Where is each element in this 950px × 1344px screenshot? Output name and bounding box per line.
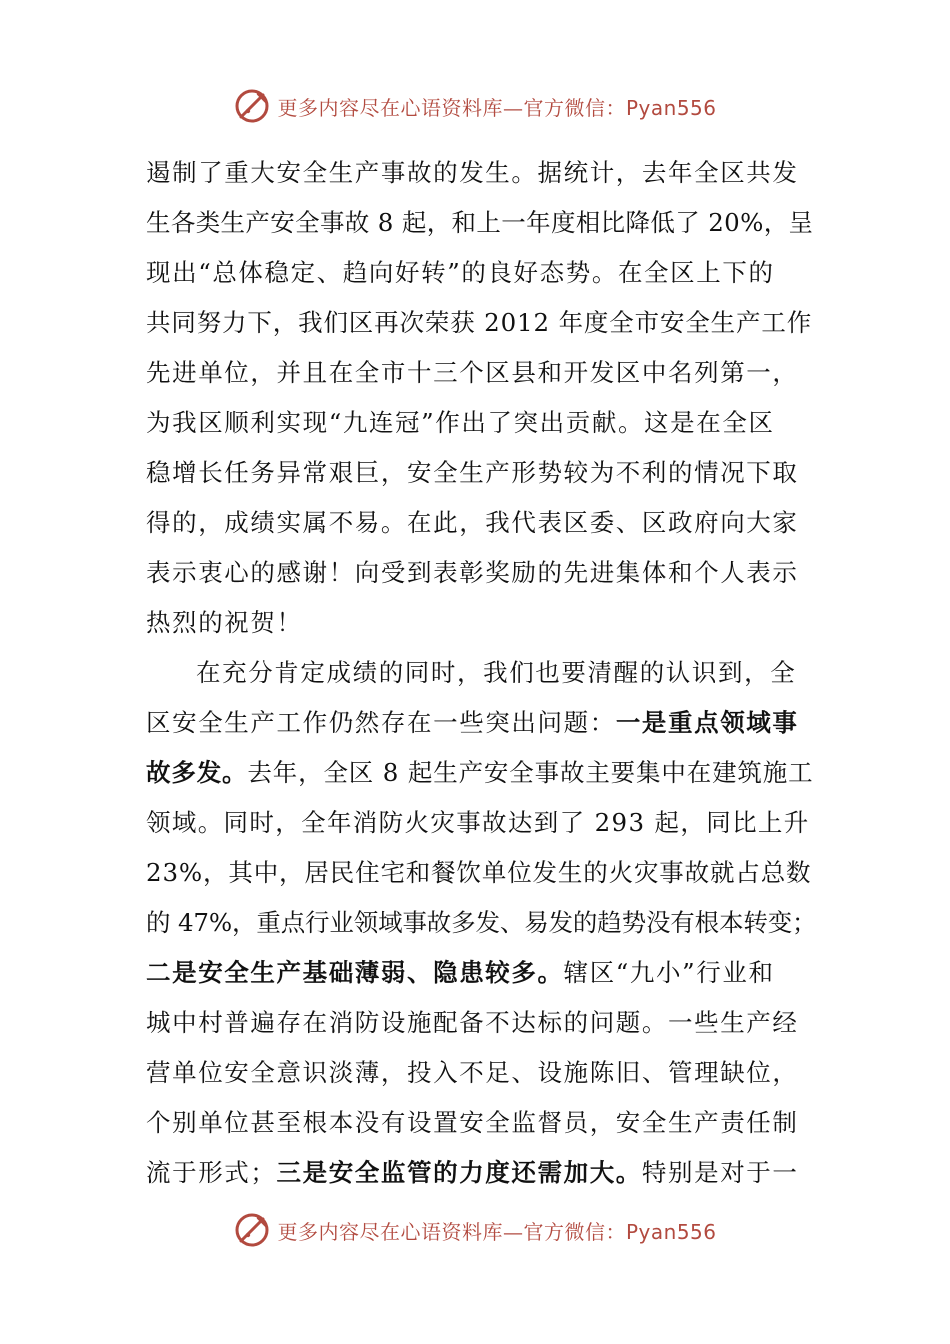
text-run: 在充分肯定成绩的同时，我们也要清醒的认识到，全 (196, 658, 797, 687)
header-watermark (0, 84, 950, 128)
text-run: 去年，全区 8 起生产安全事故主要集中在建筑施工 (247, 758, 814, 787)
text-run: 生各类生产安全事故 8 起，和上一年度相比降低了 20%，呈 (146, 208, 814, 237)
watermark-text: 更多内容尽在心语资料库—官方微信：Pyan556 (277, 1219, 717, 1244)
text-run: 流于形式； (146, 1158, 277, 1187)
text-run: 城中村普遍存在消防设施配备不达标的问题。一些生产经 (146, 1008, 799, 1037)
text-run: 辖区“九小”行业和 (563, 958, 775, 987)
text-line (146, 848, 816, 898)
text-line (146, 1048, 816, 1098)
text-line (146, 448, 816, 498)
text-line (146, 698, 816, 748)
watermark-text: 更多内容尽在心语资料库—官方微信：Pyan556 (277, 95, 717, 120)
text-line (146, 498, 816, 548)
text-run: 表示衷心的感谢！向受到表彰奖励的先进集体和个人表示 (146, 558, 799, 587)
bold-text-run: 二是安全生产基础薄弱、隐患较多。 (146, 958, 564, 987)
bold-text-run: 三是安全监管的力度还需加大。 (276, 1158, 642, 1187)
text-run: 区安全生产工作仍然存在一些突出问题： (146, 708, 616, 737)
text-line (146, 198, 816, 248)
text-run: 稳增长任务异常艰巨，安全生产形势较为不利的情况下取 (146, 458, 799, 487)
text-line (146, 548, 816, 598)
text-line (146, 398, 816, 448)
text-line (146, 1098, 816, 1148)
text-line (146, 798, 816, 848)
paragraph (146, 148, 816, 648)
text-run: 先进单位，并且在全市十三个区县和开发区中名列第一， (146, 358, 799, 387)
wechat-id: Pyan556 (625, 1219, 717, 1244)
text-run: 特别是对于一 (641, 1158, 799, 1187)
text-line (146, 648, 816, 698)
bold-text-run: 故多发。 (146, 758, 248, 787)
text-run: 遏制了重大安全生产事故的发生。据统计，去年全区共发 (146, 158, 799, 187)
text-line (146, 148, 816, 198)
paragraph (146, 648, 816, 1198)
text-run: 领域。同时，全年消防火灾事故达到了 293 起，同比上升 (146, 808, 810, 837)
text-run: 共同努力下，我们区再次荣获 2012 年度全市安全生产工作 (146, 308, 813, 337)
text-line (146, 298, 816, 348)
text-line (146, 898, 816, 948)
document-body (146, 148, 816, 1198)
pen-circle-logo-icon (233, 86, 273, 126)
text-run: 个别单位甚至根本没有设置安全监督员，安全生产责任制 (146, 1108, 799, 1137)
wechat-id: Pyan556 (625, 95, 717, 120)
text-run: 营单位安全意识淡薄，投入不足、设施陈旧、管理缺位， (146, 1058, 799, 1087)
bold-text-run: 一是重点领域事 (615, 708, 799, 737)
text-line (146, 748, 816, 798)
text-line (146, 598, 816, 648)
text-run: 得的，成绩实属不易。在此，我代表区委、区政府向大家 (146, 508, 799, 537)
pen-circle-logo-icon (233, 1210, 273, 1250)
text-run: 23%，其中，居民住宅和餐饮单位发生的火灾事故就占总数 (146, 858, 812, 887)
text-line (146, 998, 816, 1048)
text-run: 现出“总体稳定、趋向好转”的良好态势。在全区上下的 (146, 258, 775, 287)
footer-watermark (0, 1208, 950, 1252)
text-run: 热烈的祝贺！ (146, 608, 303, 637)
text-line (146, 1148, 816, 1198)
text-line (146, 248, 816, 298)
text-run: 为我区顺利实现“九连冠”作出了突出贡献。这是在全区 (146, 408, 775, 437)
text-line (146, 948, 816, 998)
text-run: 的 47%，重点行业领域事故多发、易发的趋势没有根本转变； (146, 908, 817, 937)
text-line (146, 348, 816, 398)
